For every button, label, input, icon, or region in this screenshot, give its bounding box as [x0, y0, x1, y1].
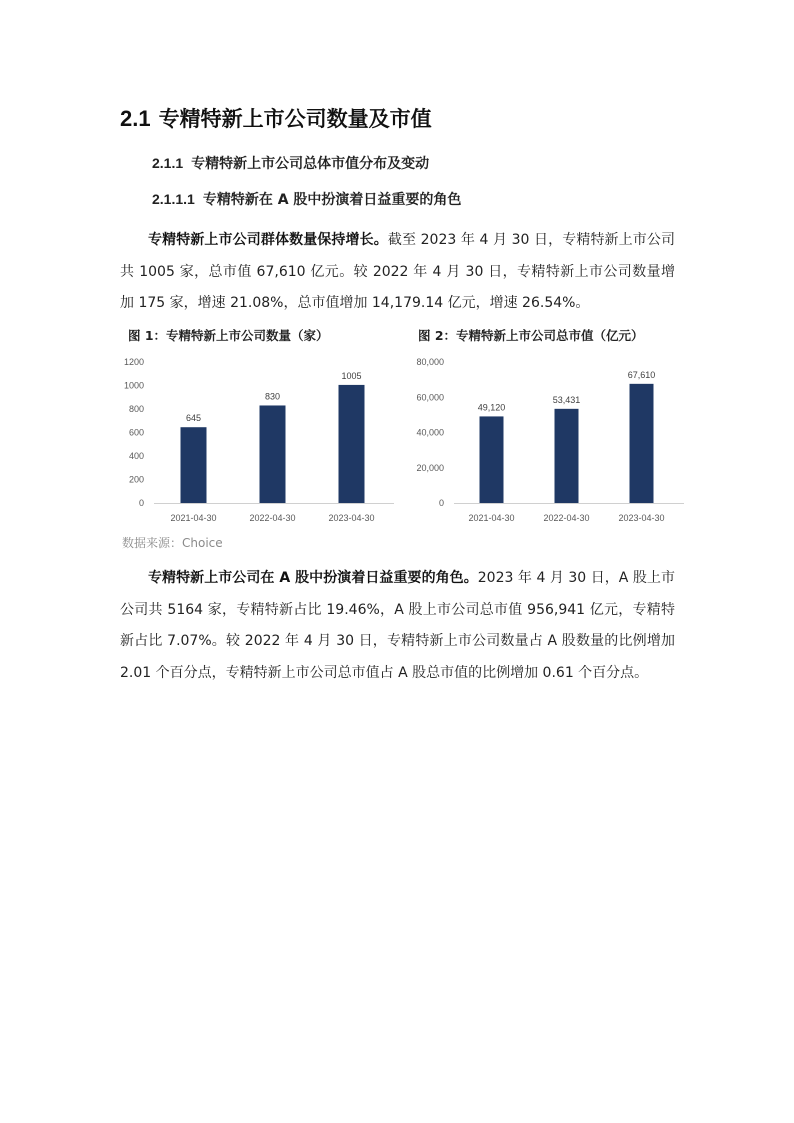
y-tick-label: 800 [128, 404, 144, 414]
figure2-title: 图 2：专精特新上市公司总市值（亿元） [418, 328, 644, 343]
y-tick-label: 20,000 [416, 462, 444, 473]
data-source-note: 数据来源：Choice [122, 536, 223, 550]
subsection-number: 2.1.1 [152, 155, 184, 171]
y-tick-label: 400 [128, 451, 144, 461]
figure1-title: 图 1：专精特新上市公司数量（家） [128, 328, 329, 343]
x-tick-label: 2021-04-30 [468, 513, 515, 523]
bar [260, 405, 286, 503]
paragraph-count-growth [120, 225, 675, 320]
paragraph-lead: 专精特新上市公司在 A 股中扮演着日益重要的角色。 [148, 570, 478, 586]
paragraph-lead: 专精特新上市公司群体数量保持增长。 [148, 232, 388, 248]
bar [630, 384, 654, 503]
section-heading [120, 103, 432, 133]
y-tick-label: 1000 [123, 380, 144, 391]
y-tick-label: 200 [128, 474, 144, 485]
bar [181, 427, 207, 503]
subsection-heading [152, 153, 429, 173]
y-tick-label: 60,000 [416, 392, 444, 403]
y-tick-label: 0 [438, 498, 444, 508]
x-tick-label: 2022-04-30 [249, 513, 296, 523]
y-tick-label: 600 [128, 427, 144, 438]
bar-value-label: 53,431 [552, 394, 581, 405]
section-title: 专精特新上市公司数量及市值 [158, 107, 432, 131]
bar-value-label: 830 [264, 391, 281, 402]
bar-value-label: 645 [185, 413, 202, 424]
bar [555, 409, 579, 503]
bar-value-label: 67,610 [627, 369, 656, 380]
company-count-bar-chart [118, 352, 400, 532]
market-cap-bar-chart [410, 352, 692, 532]
x-tick-label: 2023-04-30 [618, 513, 665, 523]
subsubsection-title: 专精特新在 A 股中扮演着日益重要的角色 [202, 192, 462, 208]
paragraph-body: 截至 2023 年 4 月 30 日，专精特新上市公司共 1005 家，总市值 67,610 亿元。较 2022 年 4 月 30 日，专精特新上市公司数量增加 175 家，增速 21.08%，总市值增加 14,179.14 亿元，增速 26.54%。 [120, 232, 675, 311]
bar-value-label: 1005 [341, 370, 362, 381]
subsection-title: 专精特新上市公司总体市值分布及变动 [191, 156, 430, 172]
bar [339, 385, 365, 503]
y-tick-label: 80,000 [416, 357, 444, 367]
y-tick-label: 1200 [123, 357, 144, 367]
bar-value-label: 49,120 [477, 402, 506, 413]
x-tick-label: 2022-04-30 [543, 513, 590, 523]
section-number: 2.1 [120, 106, 151, 131]
paragraph-a-share-role [120, 563, 675, 689]
paragraph-body: 2023 年 4 月 30 日，A 股上市公司共 5164 家，专精特新占比 19.46%，A 股上市公司总市值 956,941 亿元，专精特新占比 7.07%。较 2022 年 4 月 30 日，专精特新上市公司数量占 A 股数量的比例增加 2.01 个百分点，专精特新上市公司总市值占 A 股总市值的比例增加 0.61 个百分点。 [120, 570, 675, 681]
y-tick-label: 40,000 [416, 427, 444, 438]
bar [480, 416, 504, 503]
y-tick-label: 0 [138, 498, 144, 508]
subsubsection-number: 2.1.1.1 [152, 191, 195, 207]
x-tick-label: 2023-04-30 [328, 513, 375, 523]
x-tick-label: 2021-04-30 [170, 513, 217, 523]
subsubsection-heading [152, 189, 461, 209]
